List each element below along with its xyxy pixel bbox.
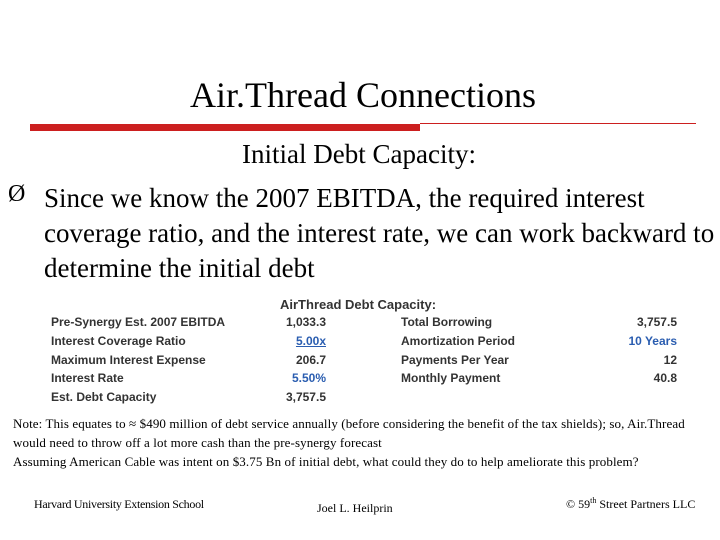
table-row-value: 3,757.5 (636, 315, 677, 329)
title-rule-thick (30, 124, 420, 131)
table-row-label: Interest Rate (51, 371, 124, 386)
right-values-column (600, 313, 677, 388)
left-labels-column (51, 313, 271, 407)
table-row-label: Maximum Interest Expense (51, 352, 206, 367)
table-row-value: 5.00x (295, 333, 326, 348)
footer-copyright (566, 496, 695, 512)
copyright-suffix: Street Partners LLC (596, 497, 696, 511)
arrow-bullet-icon: Ø (8, 181, 26, 207)
table-row-label: Payments Per Year (401, 352, 509, 367)
table-row-value: 3,757.5 (285, 390, 326, 405)
table-row-value: 1,033.3 (285, 315, 326, 329)
table-row-value: 206.7 (295, 352, 326, 367)
left-values-column (250, 313, 326, 407)
table-row-value: 40.8 (653, 371, 677, 386)
slide-subtitle: Initial Debt Capacity: (242, 139, 476, 169)
table-title: AirThread Debt Capacity: (280, 297, 437, 312)
table-row-label: Total Borrowing (401, 315, 493, 329)
bullet-text: Since we know the 2007 EBITDA, the required interest coverage ratio, and the interest rate, we can work backward to determine the initial debt (44, 183, 715, 283)
table-row-label: Interest Coverage Ratio (51, 333, 186, 348)
table-row-label: Est. Debt Capacity (51, 390, 157, 405)
note-line: Assuming American Cable was intent on $3.75 Bn of initial debt, what could they do to help ameliorate this problem? (13, 454, 639, 469)
table-row-value: 10 Years (628, 333, 677, 348)
table-row-value: 5.50% (291, 371, 326, 386)
table-row-label: Monthly Payment (401, 371, 501, 386)
right-labels-column (401, 313, 601, 388)
title-rule-thin (420, 123, 696, 124)
note-line: Note: This equates to ≈ $490 million of debt service annually (before considering the benefit of the tax shields); so, Air.Thread would need to throw off a lot more cash than the pre-synergy forecast (13, 416, 685, 450)
notes-block (13, 414, 713, 471)
copyright-sup: th (590, 496, 597, 505)
table-row-label: Amortization Period (401, 333, 516, 348)
footer-author: Joel L. Heilprin (317, 501, 393, 515)
slide-title: Air.Thread Connections (190, 75, 536, 115)
footer-school: Harvard University Extension School (34, 497, 204, 511)
table-row-label: Pre-Synergy Est. 2007 EBITDA (51, 315, 226, 329)
copyright-prefix: © 59 (566, 497, 591, 511)
table-row-value: 12 (663, 352, 677, 367)
